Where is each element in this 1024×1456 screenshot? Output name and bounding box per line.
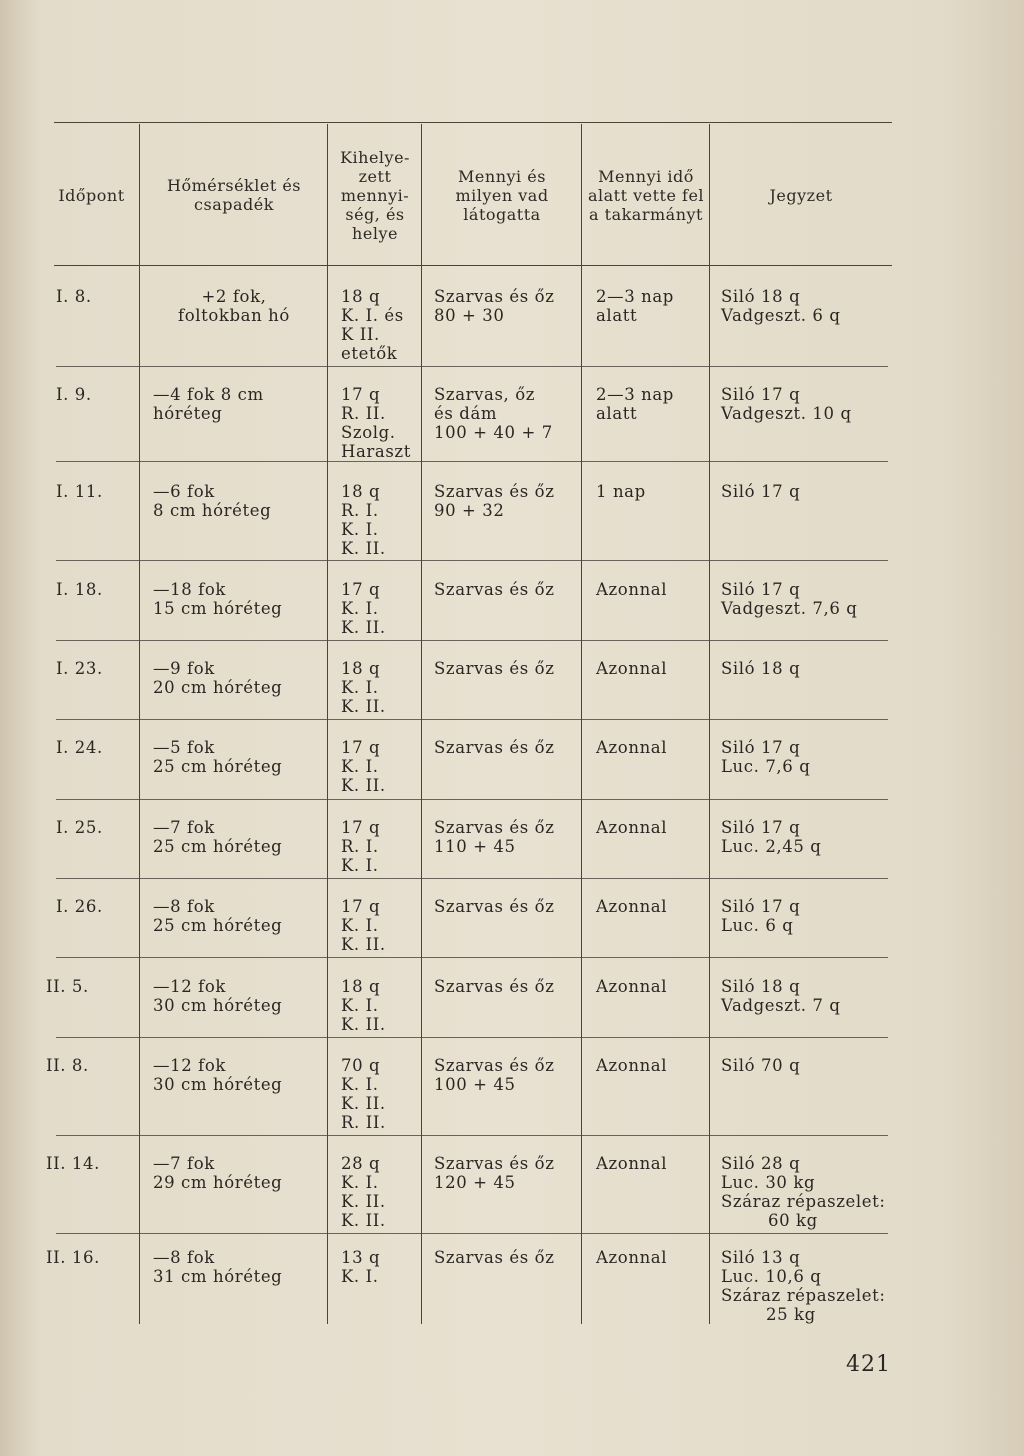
- cell-time: Azonnal: [596, 738, 668, 757]
- cell-temp: —7 fok 29 cm hóréteg: [153, 1154, 283, 1192]
- cell-note: Siló 17 q Luc. 2,45 q: [721, 818, 822, 856]
- cell-game: Szarvas és őz: [434, 659, 555, 678]
- row-divider: [56, 878, 888, 879]
- cell-temp: —7 fok 25 cm hóréteg: [153, 818, 283, 856]
- cell-note: Siló 17 q Luc. 6 q: [721, 897, 801, 935]
- header-bottom-rule: [54, 265, 892, 266]
- cell-date: I. 23.: [56, 659, 103, 678]
- cell-game: Szarvas, őz és dám 100 + 40 + 7: [434, 385, 553, 442]
- column-divider: [709, 124, 710, 1324]
- cell-date: II. 8.: [46, 1056, 89, 1075]
- cell-note: Siló 18 q Vadgeszt. 7 q: [721, 977, 841, 1015]
- cell-qty: 18 q K. I. K. II.: [341, 659, 386, 716]
- cell-time: Azonnal: [596, 659, 668, 678]
- cell-date: I. 18.: [56, 580, 103, 599]
- cell-time: Azonnal: [596, 1248, 668, 1267]
- cell-temp: —6 fok 8 cm hóréteg: [153, 482, 272, 520]
- cell-game: Szarvas és őz: [434, 580, 555, 599]
- page-number: 421: [846, 1352, 891, 1377]
- cell-date: I. 26.: [56, 897, 103, 916]
- cell-date: II. 16.: [46, 1248, 100, 1267]
- cell-game: Szarvas és őz: [434, 738, 555, 757]
- column-divider: [421, 124, 422, 1324]
- cell-qty: 13 q K. I.: [341, 1248, 381, 1286]
- cell-note: Siló 18 q: [721, 659, 801, 678]
- header-mennyi-vad: Mennyi és milyen vad látogatta: [455, 166, 549, 224]
- cell-qty: 17 q R. I. K. I.: [341, 818, 381, 875]
- header-mennyi-ido: Mennyi idő alatt vette fel a takarmányt: [587, 166, 705, 224]
- cell-note: Siló 17 q: [721, 482, 801, 501]
- cell-temp: —5 fok 25 cm hóréteg: [153, 738, 283, 776]
- table-top-rule: [54, 122, 892, 123]
- cell-game: Szarvas és őz 120 + 45: [434, 1154, 555, 1192]
- row-divider: [56, 461, 888, 462]
- cell-game: Szarvas és őz 110 + 45: [434, 818, 555, 856]
- row-divider: [56, 640, 888, 641]
- cell-qty: 17 q K. I. K. II.: [341, 897, 386, 954]
- row-divider: [56, 560, 888, 561]
- cell-time: Azonnal: [596, 977, 668, 996]
- cell-date: I. 8.: [56, 287, 92, 306]
- cell-qty: 18 q R. I. K. I. K. II.: [341, 482, 386, 558]
- cell-note: Siló 70 q: [721, 1056, 801, 1075]
- row-divider: [56, 957, 888, 958]
- cell-qty: 18 q K. I. K. II.: [341, 977, 386, 1034]
- row-divider: [56, 1037, 888, 1038]
- cell-note: Siló 28 q Luc. 30 kg Száraz répaszelet: 60 kg: [721, 1154, 886, 1230]
- cell-temp: —12 fok 30 cm hóréteg: [153, 1056, 283, 1094]
- cell-game: Szarvas és őz: [434, 1248, 555, 1267]
- cell-qty: 17 q K. I. K. II.: [341, 580, 386, 637]
- cell-time: 2—3 nap alatt: [596, 385, 674, 423]
- cell-temp: —8 fok 25 cm hóréteg: [153, 897, 283, 935]
- row-divider: [56, 1233, 888, 1234]
- cell-time: Azonnal: [596, 897, 668, 916]
- cell-date: I. 25.: [56, 818, 103, 837]
- row-divider: [56, 799, 888, 800]
- cell-qty: 18 q K. I. és K II. etetők: [341, 287, 404, 363]
- cell-qty: 17 q K. I. K. II.: [341, 738, 386, 795]
- cell-note: Siló 13 q Luc. 10,6 q Száraz répaszelet: 25 kg: [721, 1248, 886, 1324]
- cell-time: Azonnal: [596, 818, 668, 837]
- cell-temp: —9 fok 20 cm hóréteg: [153, 659, 283, 697]
- cell-game: Szarvas és őz: [434, 897, 555, 916]
- cell-time: 1 nap: [596, 482, 646, 501]
- cell-qty: 17 q R. II. Szolg. Haraszt: [341, 385, 411, 461]
- row-divider: [56, 1135, 888, 1136]
- cell-temp: +2 fok, foltokban hó: [178, 287, 290, 325]
- cell-game: Szarvas és őz 100 + 45: [434, 1056, 555, 1094]
- cell-temp: —18 fok 15 cm hóréteg: [153, 580, 283, 618]
- cell-temp: —4 fok 8 cm hóréteg: [153, 385, 264, 423]
- cell-note: Siló 17 q Vadgeszt. 7,6 q: [721, 580, 858, 618]
- cell-date: II. 14.: [46, 1154, 100, 1173]
- row-divider: [56, 366, 888, 367]
- header-homerseklet: Hőmérséklet és csapadék: [166, 176, 302, 214]
- column-divider: [581, 124, 582, 1324]
- row-divider: [56, 719, 888, 720]
- cell-qty: 28 q K. I. K. II. K. II.: [341, 1154, 386, 1230]
- cell-note: Siló 17 q Vadgeszt. 10 q: [721, 385, 852, 423]
- header-kihelyezett: Kihelye-zett mennyi-ség, és helye: [340, 147, 410, 243]
- cell-date: II. 5.: [46, 977, 89, 996]
- cell-date: I. 11.: [56, 482, 103, 501]
- cell-time: Azonnal: [596, 1056, 668, 1075]
- cell-game: Szarvas és őz 90 + 32: [434, 482, 555, 520]
- cell-time: 2—3 nap alatt: [596, 287, 674, 325]
- cell-date: I. 24.: [56, 738, 103, 757]
- cell-temp: —12 fok 30 cm hóréteg: [153, 977, 283, 1015]
- cell-temp: —8 fok 31 cm hóréteg: [153, 1248, 283, 1286]
- header-jegyzet: Jegyzet: [769, 185, 833, 205]
- cell-qty: 70 q K. I. K. II. R. II.: [341, 1056, 386, 1132]
- cell-game: Szarvas és őz 80 + 30: [434, 287, 555, 325]
- cell-time: Azonnal: [596, 580, 668, 599]
- cell-note: Siló 18 q Vadgeszt. 6 q: [721, 287, 841, 325]
- cell-time: Azonnal: [596, 1154, 668, 1173]
- cell-date: I. 9.: [56, 385, 92, 404]
- header-idopont: Időpont: [58, 185, 125, 205]
- cell-note: Siló 17 q Luc. 7,6 q: [721, 738, 811, 776]
- cell-game: Szarvas és őz: [434, 977, 555, 996]
